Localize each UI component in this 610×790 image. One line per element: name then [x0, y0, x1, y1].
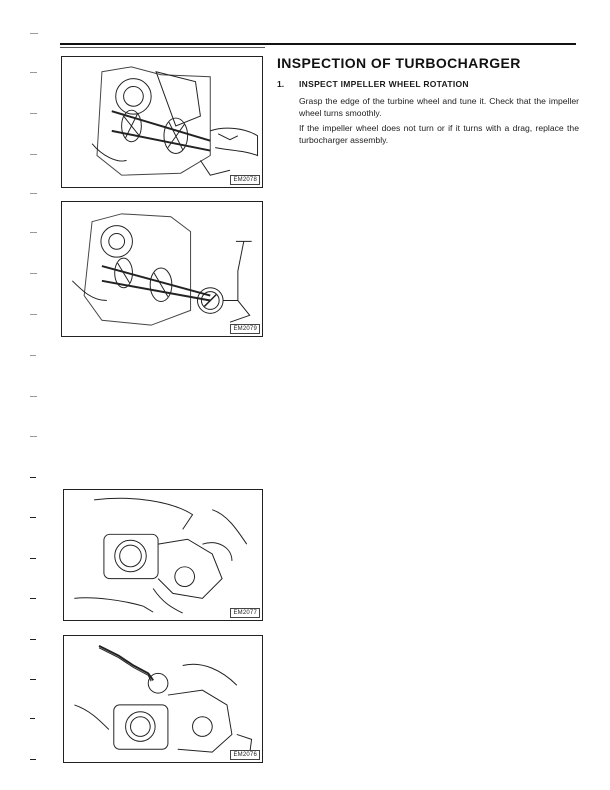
turbine-housing-illustration — [64, 490, 262, 620]
step-paragraph: Grasp the edge of the turbine wheel and tune it. Check that the impeller wheel turns smoothly. — [299, 96, 579, 118]
oil-pipe-illustration — [64, 636, 262, 762]
figure-code: EM2076 — [230, 750, 260, 760]
step-number: 1. — [277, 79, 285, 89]
section-title: INSPECTION OF TURBOCHARGER — [277, 55, 521, 71]
figure-code: EM2078 — [230, 175, 260, 185]
figure-turbocharger-housing — [63, 489, 263, 621]
figure-code: EM2079 — [230, 324, 260, 334]
dial-indicator-illustration — [62, 202, 262, 336]
figure-turbine-wheel-rotation — [61, 56, 263, 188]
header-rule — [60, 43, 576, 45]
figure-turbocharger-oil-pipe — [63, 635, 263, 763]
header-rule-secondary — [60, 47, 265, 48]
figure-code: EM2077 — [230, 608, 260, 618]
step-paragraph: If the impeller wheel does not turn or if it turns with a drag, replace the turbocharger assembly. — [299, 123, 579, 145]
step-title: INSPECT IMPELLER WHEEL ROTATION — [299, 79, 469, 89]
turbocharger-cutaway-illustration — [62, 57, 262, 187]
figure-dial-indicator-check — [61, 201, 263, 337]
